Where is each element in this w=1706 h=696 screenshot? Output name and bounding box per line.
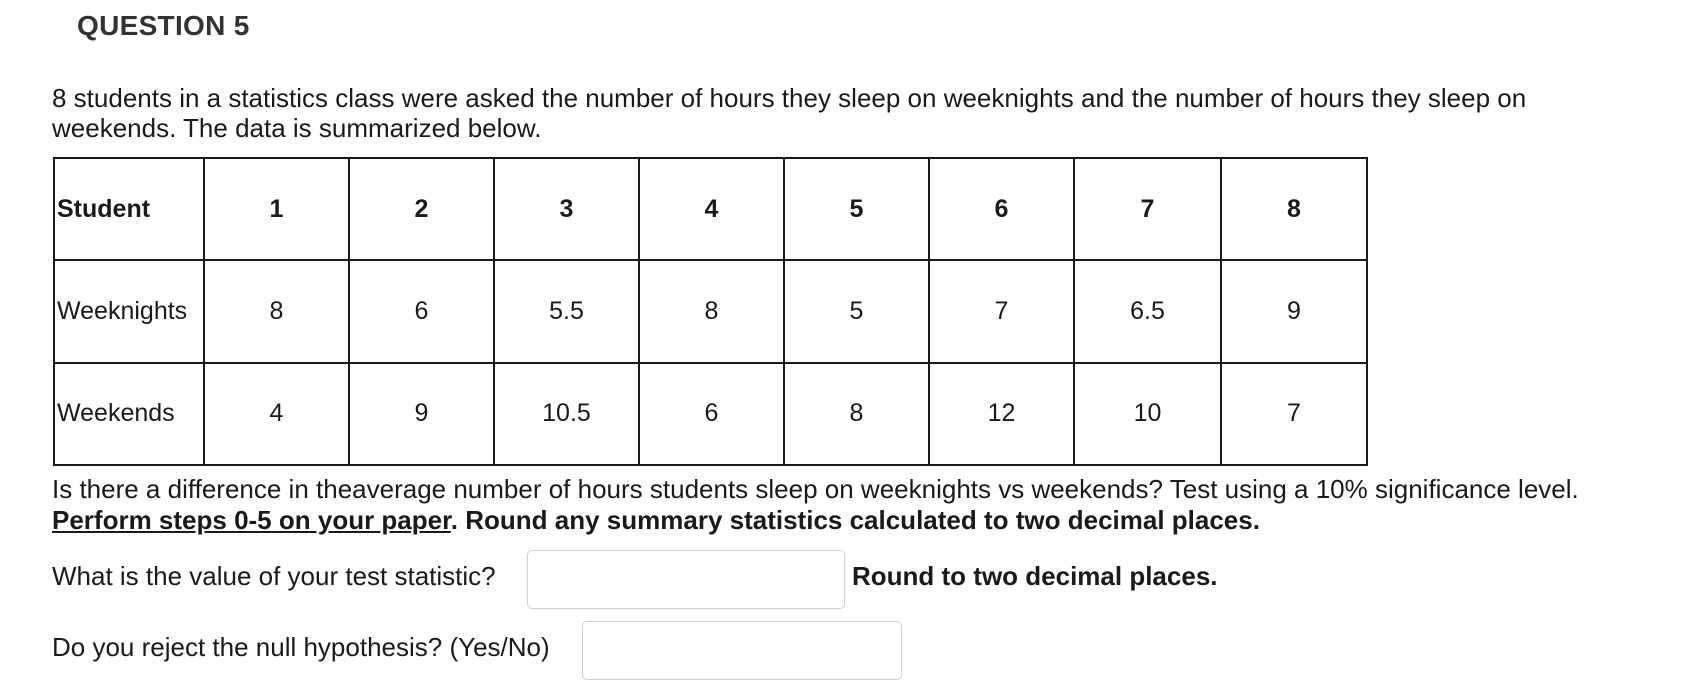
- table-cell: 10.5: [494, 363, 639, 465]
- sleep-data-table: [53, 157, 1368, 466]
- round-note: Round to two decimal places.: [852, 561, 1218, 591]
- header-cell: 4: [639, 158, 784, 260]
- table-cell: 7: [1221, 363, 1367, 465]
- table-cell: 8: [639, 260, 784, 362]
- header-cell: 3: [494, 158, 639, 260]
- table-cell: 6: [639, 363, 784, 465]
- table-cell: 4: [204, 363, 349, 465]
- test-statistic-input[interactable]: [527, 550, 845, 609]
- question-title: QUESTION 5: [77, 10, 250, 41]
- table-header-row: [54, 158, 1367, 260]
- instruction-underlined: Perform steps 0-5 on your paper: [52, 505, 451, 535]
- header-cell: 6: [929, 158, 1074, 260]
- table-cell: 5: [784, 260, 929, 362]
- table-cell: 8: [784, 363, 929, 465]
- table-cell: 10: [1074, 363, 1221, 465]
- test-statistic-label: What is the value of your test statistic?: [52, 561, 496, 591]
- header-cell: 7: [1074, 158, 1221, 260]
- header-cell-student: Student: [54, 158, 204, 260]
- table-cell: 9: [349, 363, 494, 465]
- header-cell: 2: [349, 158, 494, 260]
- header-cell: 5: [784, 158, 929, 260]
- table-cell: 7: [929, 260, 1074, 362]
- table-cell: 5.5: [494, 260, 639, 362]
- row-label-weeknights: Weeknights: [54, 260, 204, 362]
- header-cell: 1: [204, 158, 349, 260]
- instruction-rest: . Round any summary statistics calculated to two decimal places.: [450, 505, 1260, 535]
- table-cell: 6.5: [1074, 260, 1221, 362]
- hypothesis-question: Is there a difference in theaverage number of hours students sleep on weeknights vs weekends? Test using a 10% significance level.: [52, 474, 1579, 504]
- table-cell: 8: [204, 260, 349, 362]
- table-row-weeknights: [54, 260, 1367, 362]
- question-intro: 8 students in a statistics class were asked the number of hours they sleep on weeknights and the number of hours they sleep on weekends. The data is summarized below.: [52, 83, 1527, 143]
- table-cell: 12: [929, 363, 1074, 465]
- header-cell: 8: [1221, 158, 1367, 260]
- reject-null-label: Do you reject the null hypothesis? (Yes/No): [52, 632, 550, 662]
- row-label-weekends: Weekends: [54, 363, 204, 465]
- instructions: [52, 505, 1702, 535]
- table-cell: 6: [349, 260, 494, 362]
- reject-null-input[interactable]: [582, 621, 902, 680]
- table-cell: 9: [1221, 260, 1367, 362]
- table-row-weekends: [54, 363, 1367, 465]
